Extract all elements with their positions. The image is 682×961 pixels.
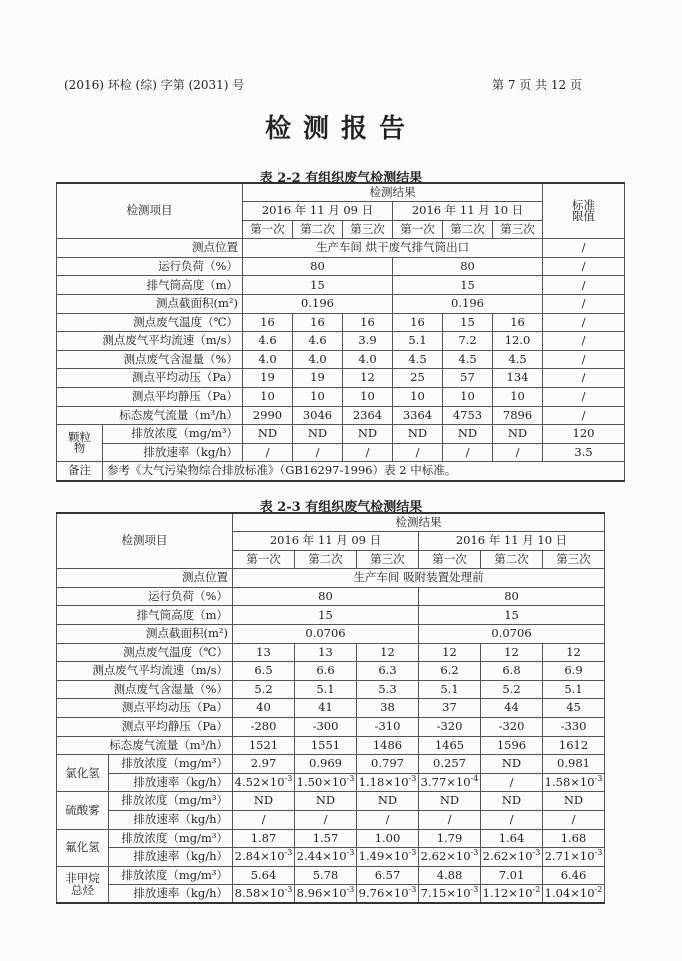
measurement-row	[57, 718, 605, 737]
area-row	[57, 625, 605, 644]
pollutant-name: 硫酸雾	[57, 792, 109, 829]
value-cell: ND	[295, 792, 357, 811]
standard-value: /	[543, 257, 625, 276]
value-cell: 10	[293, 388, 343, 407]
exhaust-table-2-2	[56, 182, 625, 482]
value-cell	[419, 811, 481, 830]
value-cell: 2364	[343, 406, 393, 425]
value-exponent: -2	[532, 885, 541, 895]
value-cell	[419, 885, 481, 904]
value-cell: 0.981	[543, 755, 605, 774]
value-cell	[295, 848, 357, 867]
run-header: 第三次	[343, 220, 393, 239]
value-cell: 5.2	[481, 680, 543, 699]
value-base: 3.77×10	[420, 774, 471, 789]
value-base: 1.04×10	[544, 886, 595, 901]
value-cell: 0.969	[295, 755, 357, 774]
value-cell: ND	[481, 755, 543, 774]
standard-value: /	[543, 295, 625, 314]
pollutant-conc-row	[57, 792, 605, 811]
measurement-row	[57, 643, 605, 662]
value-cell: 41	[295, 699, 357, 718]
results-header: 检测结果	[233, 513, 605, 532]
note-row	[57, 462, 625, 481]
row-label: 测点废气平均流速（m/s）	[57, 332, 243, 351]
row-label: 排放速率（kg/h）	[109, 773, 233, 792]
value-cell: 4.88	[419, 866, 481, 885]
value-cell: 16	[493, 313, 543, 332]
value-cell: 0.196	[243, 295, 393, 314]
value-cell: 10	[493, 388, 543, 407]
value-cell: 3.9	[343, 332, 393, 351]
run-header: 第二次	[481, 550, 543, 569]
row-label: 排放浓度（mg/m³）	[109, 829, 233, 848]
location-row	[57, 239, 625, 258]
value-base: /	[261, 812, 266, 827]
pollutant-name: 颗粒 物	[57, 425, 103, 462]
value-cell: 15	[443, 313, 493, 332]
value-cell	[357, 811, 419, 830]
value-cell	[481, 773, 543, 792]
pollutant-name: 氟化氢	[57, 829, 109, 866]
value-cell: /	[293, 443, 343, 462]
value-cell: 1521	[233, 736, 295, 755]
standard-value: /	[543, 350, 625, 369]
value-cell: 13	[233, 643, 295, 662]
value-base: 7.15×10	[420, 886, 471, 901]
run-header: 第二次	[443, 220, 493, 239]
value-cell: 12	[357, 643, 419, 662]
standard-value: /	[543, 276, 625, 295]
measurement-row	[57, 662, 605, 681]
row-label: 排放浓度（mg/m³）	[109, 866, 233, 885]
value-cell: 12	[481, 643, 543, 662]
standard-value: /	[543, 239, 625, 258]
row-label: 测点位置	[57, 569, 233, 588]
value-cell: 2990	[243, 406, 293, 425]
value-cell: 45	[543, 699, 605, 718]
value-cell: 6.5	[233, 662, 295, 681]
value-exponent: -2	[594, 885, 603, 895]
page-title: 检测报告	[264, 114, 417, 144]
value-cell: 4.5	[493, 350, 543, 369]
value-cell: 16	[293, 313, 343, 332]
value-cell: 6.6	[295, 662, 357, 681]
value-cell: 6.2	[419, 662, 481, 681]
value-cell: 19	[293, 369, 343, 388]
value-cell	[543, 811, 605, 830]
row-label: 测点平均静压（Pa）	[57, 388, 243, 407]
pollutant-rate-row	[57, 773, 605, 792]
value-cell	[357, 773, 419, 792]
row-label: 测点平均动压（Pa）	[57, 369, 243, 388]
value-cell: 5.2	[233, 680, 295, 699]
pollutant-rate-row	[57, 848, 605, 867]
value-base: /	[447, 812, 452, 827]
value-exponent: -3	[284, 885, 293, 895]
header-row	[57, 513, 605, 532]
value-base: 1.12×10	[482, 886, 533, 901]
value-cell	[481, 811, 543, 830]
run-header: 第一次	[243, 220, 293, 239]
height-row	[57, 276, 625, 295]
run-header: 第二次	[293, 220, 343, 239]
date-header: 2016 年 11 月 10 日	[393, 202, 543, 221]
table2-caption: 表 2-3 有组织废气检测结果	[259, 500, 423, 515]
value-cell: 1.64	[481, 829, 543, 848]
value-exponent: -3	[284, 774, 293, 784]
value-cell: 1.57	[295, 829, 357, 848]
run-header: 第三次	[493, 220, 543, 239]
value-cell: 1486	[357, 736, 419, 755]
row-label: 测点废气平均流速（m/s）	[57, 662, 233, 681]
value-exponent: -3	[346, 848, 355, 858]
value-cell: ND	[357, 792, 419, 811]
value-cell: 6.46	[543, 866, 605, 885]
location-row	[57, 569, 605, 588]
measurement-row	[57, 680, 605, 699]
load-row	[57, 587, 605, 606]
row-label: 测点平均静压（Pa）	[57, 718, 233, 737]
pollutant-name: 氯化氢	[57, 755, 109, 792]
standard-value: /	[543, 369, 625, 388]
value-base: 9.76×10	[358, 886, 409, 901]
value-cell: 16	[393, 313, 443, 332]
value-cell: -280	[233, 718, 295, 737]
row-label: 测点截面积(m²)	[57, 295, 243, 314]
page-number: 第 7 页 共 12 页	[492, 78, 582, 92]
value-cell: ND	[233, 792, 295, 811]
value-cell: 12	[419, 643, 481, 662]
value-cell: 12.0	[493, 332, 543, 351]
row-label: 测点废气温度（℃）	[57, 643, 233, 662]
value-cell: -310	[357, 718, 419, 737]
value-cell: ND	[343, 425, 393, 444]
value-base: 2.84×10	[234, 849, 285, 864]
run-header: 第三次	[543, 550, 605, 569]
value-cell: 6.8	[481, 662, 543, 681]
value-exponent: -3	[284, 848, 293, 858]
value-cell	[233, 811, 295, 830]
value-cell: 44	[481, 699, 543, 718]
value-base: /	[509, 774, 514, 789]
run-header: 第二次	[295, 550, 357, 569]
row-label: 排放浓度（mg/m³）	[109, 792, 233, 811]
value-base: /	[323, 812, 328, 827]
value-cell: 3046	[293, 406, 343, 425]
value-cell: 4753	[443, 406, 493, 425]
value-cell: 1.68	[543, 829, 605, 848]
pollutant-rate-row	[57, 811, 605, 830]
standard-value: /	[543, 332, 625, 351]
value-cell: 16	[243, 313, 293, 332]
row-label: 运行负荷（%）	[57, 587, 233, 606]
value-cell: 4.5	[443, 350, 493, 369]
value-cell: 0.257	[419, 755, 481, 774]
value-cell: -330	[543, 718, 605, 737]
value-cell: 1596	[481, 736, 543, 755]
value-cell: 15	[233, 606, 419, 625]
measurement-row	[57, 313, 625, 332]
value-cell: 3364	[393, 406, 443, 425]
value-cell: 5.1	[295, 680, 357, 699]
value-exponent: -3	[408, 774, 417, 784]
row-label: 排放速率（kg/h）	[109, 811, 233, 830]
value-base: 2.62×10	[420, 849, 471, 864]
value-cell: /	[493, 443, 543, 462]
date-header: 2016 年 11 月 09 日	[233, 532, 419, 551]
value-exponent: -3	[346, 885, 355, 895]
value-cell: 80	[393, 257, 543, 276]
standard-value: /	[543, 313, 625, 332]
pollutant-rate-row	[57, 885, 605, 904]
standard-header: 标准 限值	[543, 183, 625, 239]
value-cell: 15	[393, 276, 543, 295]
value-cell	[481, 848, 543, 867]
value-cell: 37	[419, 699, 481, 718]
value-cell: 10	[343, 388, 393, 407]
value-exponent: -3	[594, 774, 603, 784]
value-cell: ND	[443, 425, 493, 444]
value-cell: 4.5	[393, 350, 443, 369]
value-cell: 1.00	[357, 829, 419, 848]
standard-value: 120	[543, 425, 625, 444]
pollutant-conc-row	[57, 866, 605, 885]
date-header: 2016 年 11 月 09 日	[243, 202, 393, 221]
height-row	[57, 606, 605, 625]
value-exponent: -3	[532, 848, 541, 858]
particulate-conc-row	[57, 425, 625, 444]
value-exponent: -3	[408, 885, 417, 895]
value-cell: 12	[543, 643, 605, 662]
row-label: 标态废气流量（m³/h）	[57, 736, 233, 755]
value-cell: /	[393, 443, 443, 462]
value-cell: 80	[233, 587, 419, 606]
value-base: 4.52×10	[234, 774, 285, 789]
value-exponent: -3	[408, 848, 417, 858]
value-cell	[543, 848, 605, 867]
results-header: 检测结果	[243, 183, 543, 202]
row-label: 排放速率（kg/h）	[103, 443, 243, 462]
report-number: (2016) 环检 (综) 字第 (2031) 号	[64, 78, 245, 92]
measurement-row	[57, 350, 625, 369]
value-cell	[357, 848, 419, 867]
value-cell: 6.3	[357, 662, 419, 681]
item-header: 检测项目	[57, 183, 243, 239]
value-cell: ND	[481, 792, 543, 811]
row-label: 排放浓度（mg/m³）	[103, 425, 243, 444]
value-base: 1.50×10	[296, 774, 347, 789]
value-cell: 2.97	[233, 755, 295, 774]
value-cell: ND	[493, 425, 543, 444]
value-exponent: -3	[470, 848, 479, 858]
load-row	[57, 257, 625, 276]
value-cell: 7.01	[481, 866, 543, 885]
value-exponent: -3	[594, 848, 603, 858]
value-cell: 5.3	[357, 680, 419, 699]
value-cell: 10	[243, 388, 293, 407]
row-label: 测点位置	[57, 239, 243, 258]
value-cell: 4.0	[343, 350, 393, 369]
value-base: 1.18×10	[358, 774, 409, 789]
value-cell: 15	[243, 276, 393, 295]
value-cell: 12	[343, 369, 393, 388]
value-cell: ND	[419, 792, 481, 811]
row-label: 标态废气流量（m³/h）	[57, 406, 243, 425]
value-cell	[295, 773, 357, 792]
value-cell: 10	[443, 388, 493, 407]
value-cell: 5.64	[233, 866, 295, 885]
measurement-row	[57, 332, 625, 351]
value-cell: 1.87	[233, 829, 295, 848]
value-cell: ND	[293, 425, 343, 444]
value-cell: 7.2	[443, 332, 493, 351]
value-cell: ND	[393, 425, 443, 444]
location-value: 生产车间 吸附装置处理前	[233, 569, 605, 588]
value-exponent: -3	[470, 885, 479, 895]
run-header: 第一次	[233, 550, 295, 569]
value-cell: 4.6	[293, 332, 343, 351]
value-cell	[233, 848, 295, 867]
value-cell: /	[443, 443, 493, 462]
measurement-row	[57, 406, 625, 425]
value-cell: 15	[419, 606, 605, 625]
value-cell: ND	[243, 425, 293, 444]
value-cell: 13	[295, 643, 357, 662]
value-base: 2.62×10	[482, 849, 533, 864]
value-cell: 0.196	[393, 295, 543, 314]
value-cell: 38	[357, 699, 419, 718]
value-base: 2.71×10	[544, 849, 595, 864]
value-cell: 5.1	[419, 680, 481, 699]
row-label: 运行负荷（%）	[57, 257, 243, 276]
value-cell	[543, 773, 605, 792]
note-label: 备注	[57, 462, 103, 481]
standard-value: 3.5	[543, 443, 625, 462]
measurement-row	[57, 369, 625, 388]
row-label: 排放速率（kg/h）	[109, 848, 233, 867]
row-label: 测点废气温度（℃）	[57, 313, 243, 332]
value-cell: 4.0	[243, 350, 293, 369]
run-header: 第一次	[419, 550, 481, 569]
value-base: 2.44×10	[296, 849, 347, 864]
value-cell	[419, 848, 481, 867]
value-cell	[233, 773, 295, 792]
value-cell: 25	[393, 369, 443, 388]
row-label: 排气筒高度（m）	[57, 606, 233, 625]
standard-value: /	[543, 388, 625, 407]
value-cell: 16	[343, 313, 393, 332]
standard-value: /	[543, 406, 625, 425]
value-cell: 1551	[295, 736, 357, 755]
value-base: 8.58×10	[234, 886, 285, 901]
pollutant-conc-row	[57, 755, 605, 774]
measurement-row	[57, 736, 605, 755]
run-header: 第三次	[357, 550, 419, 569]
value-cell: 4.6	[243, 332, 293, 351]
row-label: 排放速率（kg/h）	[109, 885, 233, 904]
value-cell: 134	[493, 369, 543, 388]
value-cell: 6.9	[543, 662, 605, 681]
value-cell: 5.1	[543, 680, 605, 699]
run-header: 第一次	[393, 220, 443, 239]
row-label: 测点废气含湿量（%）	[57, 680, 233, 699]
value-cell: 0.0706	[419, 625, 605, 644]
location-value: 生产车间 烘干废气排气筒出口	[243, 239, 543, 258]
value-cell: 7896	[493, 406, 543, 425]
table1-caption: 表 2-2 有组织废气检测结果	[259, 171, 423, 186]
value-cell	[419, 773, 481, 792]
value-cell: 0.797	[357, 755, 419, 774]
value-cell: 1465	[419, 736, 481, 755]
value-cell: 5.1	[393, 332, 443, 351]
measurement-row	[57, 699, 605, 718]
row-label: 测点废气含湿量（%）	[57, 350, 243, 369]
row-label: 排放浓度（mg/m³）	[109, 755, 233, 774]
value-base: /	[571, 812, 576, 827]
value-cell: /	[343, 443, 393, 462]
value-cell: ND	[543, 792, 605, 811]
value-cell: -320	[419, 718, 481, 737]
value-cell: 19	[243, 369, 293, 388]
value-cell: 6.57	[357, 866, 419, 885]
value-cell: 10	[393, 388, 443, 407]
value-base: /	[385, 812, 390, 827]
value-base: 1.49×10	[358, 849, 409, 864]
row-label: 测点截面积(m²)	[57, 625, 233, 644]
value-cell: 1.79	[419, 829, 481, 848]
value-base: /	[509, 812, 514, 827]
value-cell	[295, 811, 357, 830]
value-cell: /	[243, 443, 293, 462]
pollutant-name: 非甲烷 总烃	[57, 866, 109, 903]
value-cell: 1612	[543, 736, 605, 755]
value-cell: -320	[481, 718, 543, 737]
value-cell: 4.0	[293, 350, 343, 369]
particulate-rate-row	[57, 443, 625, 462]
value-base: 1.58×10	[544, 774, 595, 789]
row-label: 排气筒高度（m）	[57, 276, 243, 295]
header-row	[57, 183, 625, 202]
value-cell: -300	[295, 718, 357, 737]
note-text: 参考《大气污染物综合排放标准》（GB16297-1996）表 2 中标准。	[103, 462, 625, 481]
value-cell: 80	[243, 257, 393, 276]
measurement-row	[57, 388, 625, 407]
value-base: 8.96×10	[296, 886, 347, 901]
value-cell: 0.0706	[233, 625, 419, 644]
value-cell: 80	[419, 587, 605, 606]
value-cell	[357, 885, 419, 904]
date-header: 2016 年 11 月 10 日	[419, 532, 605, 551]
value-exponent: -3	[346, 774, 355, 784]
row-label: 测点平均动压（Pa）	[57, 699, 233, 718]
exhaust-table-2-3	[56, 512, 605, 904]
value-cell	[233, 885, 295, 904]
area-row	[57, 295, 625, 314]
value-cell: 40	[233, 699, 295, 718]
value-exponent: -4	[470, 774, 479, 784]
item-header: 检测项目	[57, 513, 233, 569]
value-cell: 5.78	[295, 866, 357, 885]
value-cell: 57	[443, 369, 493, 388]
value-cell	[543, 885, 605, 904]
value-cell	[481, 885, 543, 904]
value-cell	[295, 885, 357, 904]
pollutant-conc-row	[57, 829, 605, 848]
